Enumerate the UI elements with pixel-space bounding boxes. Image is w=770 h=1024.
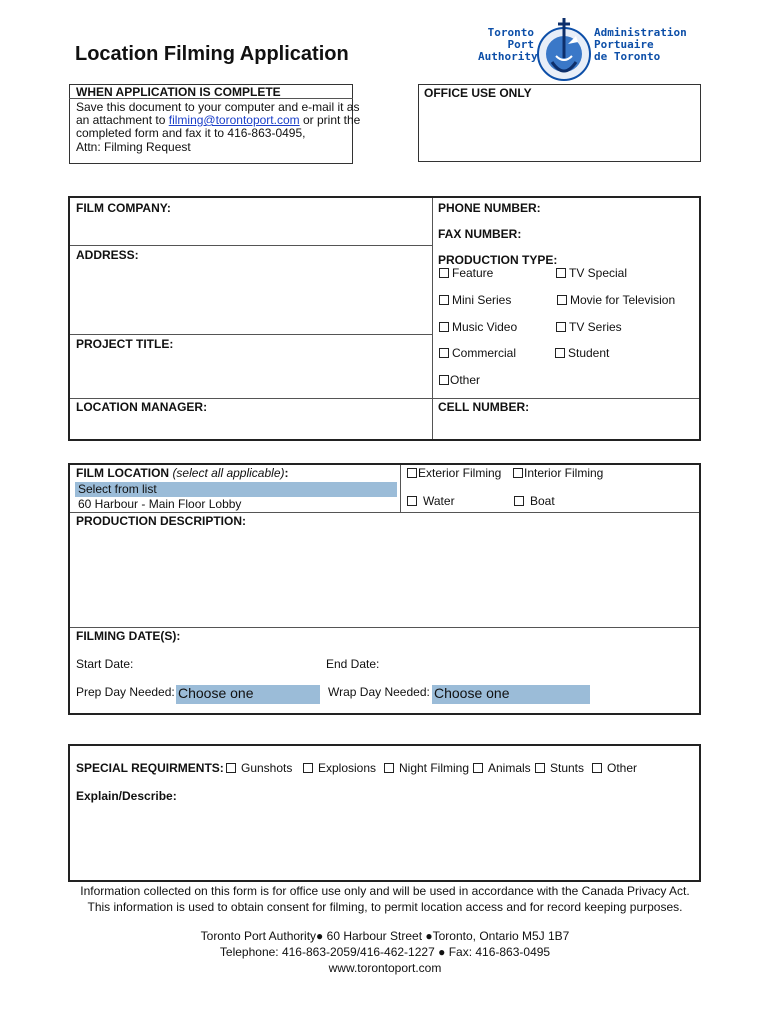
type-movie-for-television-checkbox[interactable]: Movie for Television — [557, 293, 675, 307]
phone-label: PHONE NUMBER: — [438, 201, 541, 215]
explosions-checkbox[interactable]: Explosions — [303, 761, 376, 775]
wrap-day-label: Wrap Day Needed: — [328, 685, 430, 699]
contact-line: Telephone: 416-863-2059/416-462-1227 ● Fax: 416-863-0495 — [219, 945, 551, 959]
email-link[interactable]: filming@torontoport.com — [168, 113, 300, 127]
production-type-label: PRODUCTION TYPE: — [438, 253, 558, 267]
location-selected-value: 60 Harbour - Main Floor Lobby — [78, 497, 242, 511]
instructions-heading: WHEN APPLICATION IS COMPLETE — [76, 85, 281, 99]
production-description-label: PRODUCTION DESCRIPTION: — [76, 514, 247, 528]
type-music-video-checkbox[interactable]: Music Video — [439, 320, 517, 334]
film-company-label: FILM COMPANY: — [76, 201, 171, 215]
prep-day-select[interactable]: Choose one — [176, 685, 320, 704]
address-line: Toronto Port Authority● 60 Harbour Street ●Toronto, Ontario M5J 1B7 — [200, 929, 570, 943]
other-requirement-checkbox[interactable]: Other — [592, 761, 637, 775]
address-label: ADDRESS: — [76, 248, 139, 262]
privacy-line-2: This information is used to obtain consent for filming, to permit location access and for record keeping purposes. — [87, 900, 683, 914]
fax-label: FAX NUMBER: — [438, 227, 522, 241]
logo-fr-line-1: Administration — [594, 26, 687, 39]
explain-describe-label: Explain/Describe: — [76, 789, 177, 803]
end-date-label: End Date: — [326, 657, 380, 671]
exterior-filming-checkbox[interactable]: Exterior Filming — [407, 466, 501, 480]
logo-en-line-3: Authority — [478, 50, 538, 63]
boat-checkbox[interactable]: Boat — [514, 494, 555, 508]
instructions-line-4: Attn: Filming Request — [76, 140, 191, 154]
wrap-day-select[interactable]: Choose one — [432, 685, 590, 704]
logo-fr-line-2: Portuaire — [594, 38, 654, 51]
start-date-label: Start Date: — [76, 657, 134, 671]
instructions-line-2: an attachment to filming@torontoport.com or print the — [76, 113, 361, 127]
page-title: Location Filming Application — [75, 43, 349, 65]
instructions-line-3: completed form and fax it to 416-863-0495, — [76, 126, 306, 140]
project-title-label: PROJECT TITLE: — [76, 337, 174, 351]
type-mini-series-checkbox[interactable]: Mini Series — [439, 293, 511, 307]
website-link[interactable]: www.torontoport.com — [328, 961, 442, 975]
special-requirements-label: SPECIAL REQUIRMENTS: — [76, 761, 224, 775]
logo-en-line-2: Port — [507, 38, 534, 51]
privacy-line-1: Information collected on this form is for office use only and will be used in accordance with the Canada Privacy Act. — [80, 884, 690, 898]
instructions-line-1: Save this document to your computer and e-mail it as — [76, 100, 360, 114]
location-manager-label: LOCATION MANAGER: — [76, 400, 208, 414]
logo-fr-line-3: de Toronto — [594, 50, 661, 63]
type-student-checkbox[interactable]: Student — [555, 346, 609, 360]
type-feature-checkbox[interactable]: Feature — [439, 266, 493, 280]
cell-number-label: CELL NUMBER: — [438, 400, 530, 414]
location-select[interactable]: Select from list — [75, 482, 397, 497]
filming-dates-label: FILMING DATE(S): — [76, 629, 181, 643]
type-other-checkbox[interactable]: Other — [439, 373, 480, 387]
animals-checkbox[interactable]: Animals — [473, 761, 531, 775]
gunshots-checkbox[interactable]: Gunshots — [226, 761, 292, 775]
type-tv-special-checkbox[interactable]: TV Special — [556, 266, 627, 280]
type-tv-series-checkbox[interactable]: TV Series — [556, 320, 622, 334]
water-checkbox[interactable]: Water — [407, 494, 455, 508]
anchor-seal-icon — [536, 14, 592, 84]
prep-day-label: Prep Day Needed: — [76, 685, 175, 699]
interior-filming-checkbox[interactable]: Interior Filming — [513, 466, 603, 480]
night-filming-checkbox[interactable]: Night Filming — [384, 761, 469, 775]
logo-en-line-1: Toronto — [487, 26, 534, 39]
type-commercial-checkbox[interactable]: Commercial — [439, 346, 516, 360]
stunts-checkbox[interactable]: Stunts — [535, 761, 584, 775]
office-use-heading: OFFICE USE ONLY — [424, 86, 532, 100]
film-location-label: FILM LOCATION (select all applicable): — [76, 466, 289, 480]
